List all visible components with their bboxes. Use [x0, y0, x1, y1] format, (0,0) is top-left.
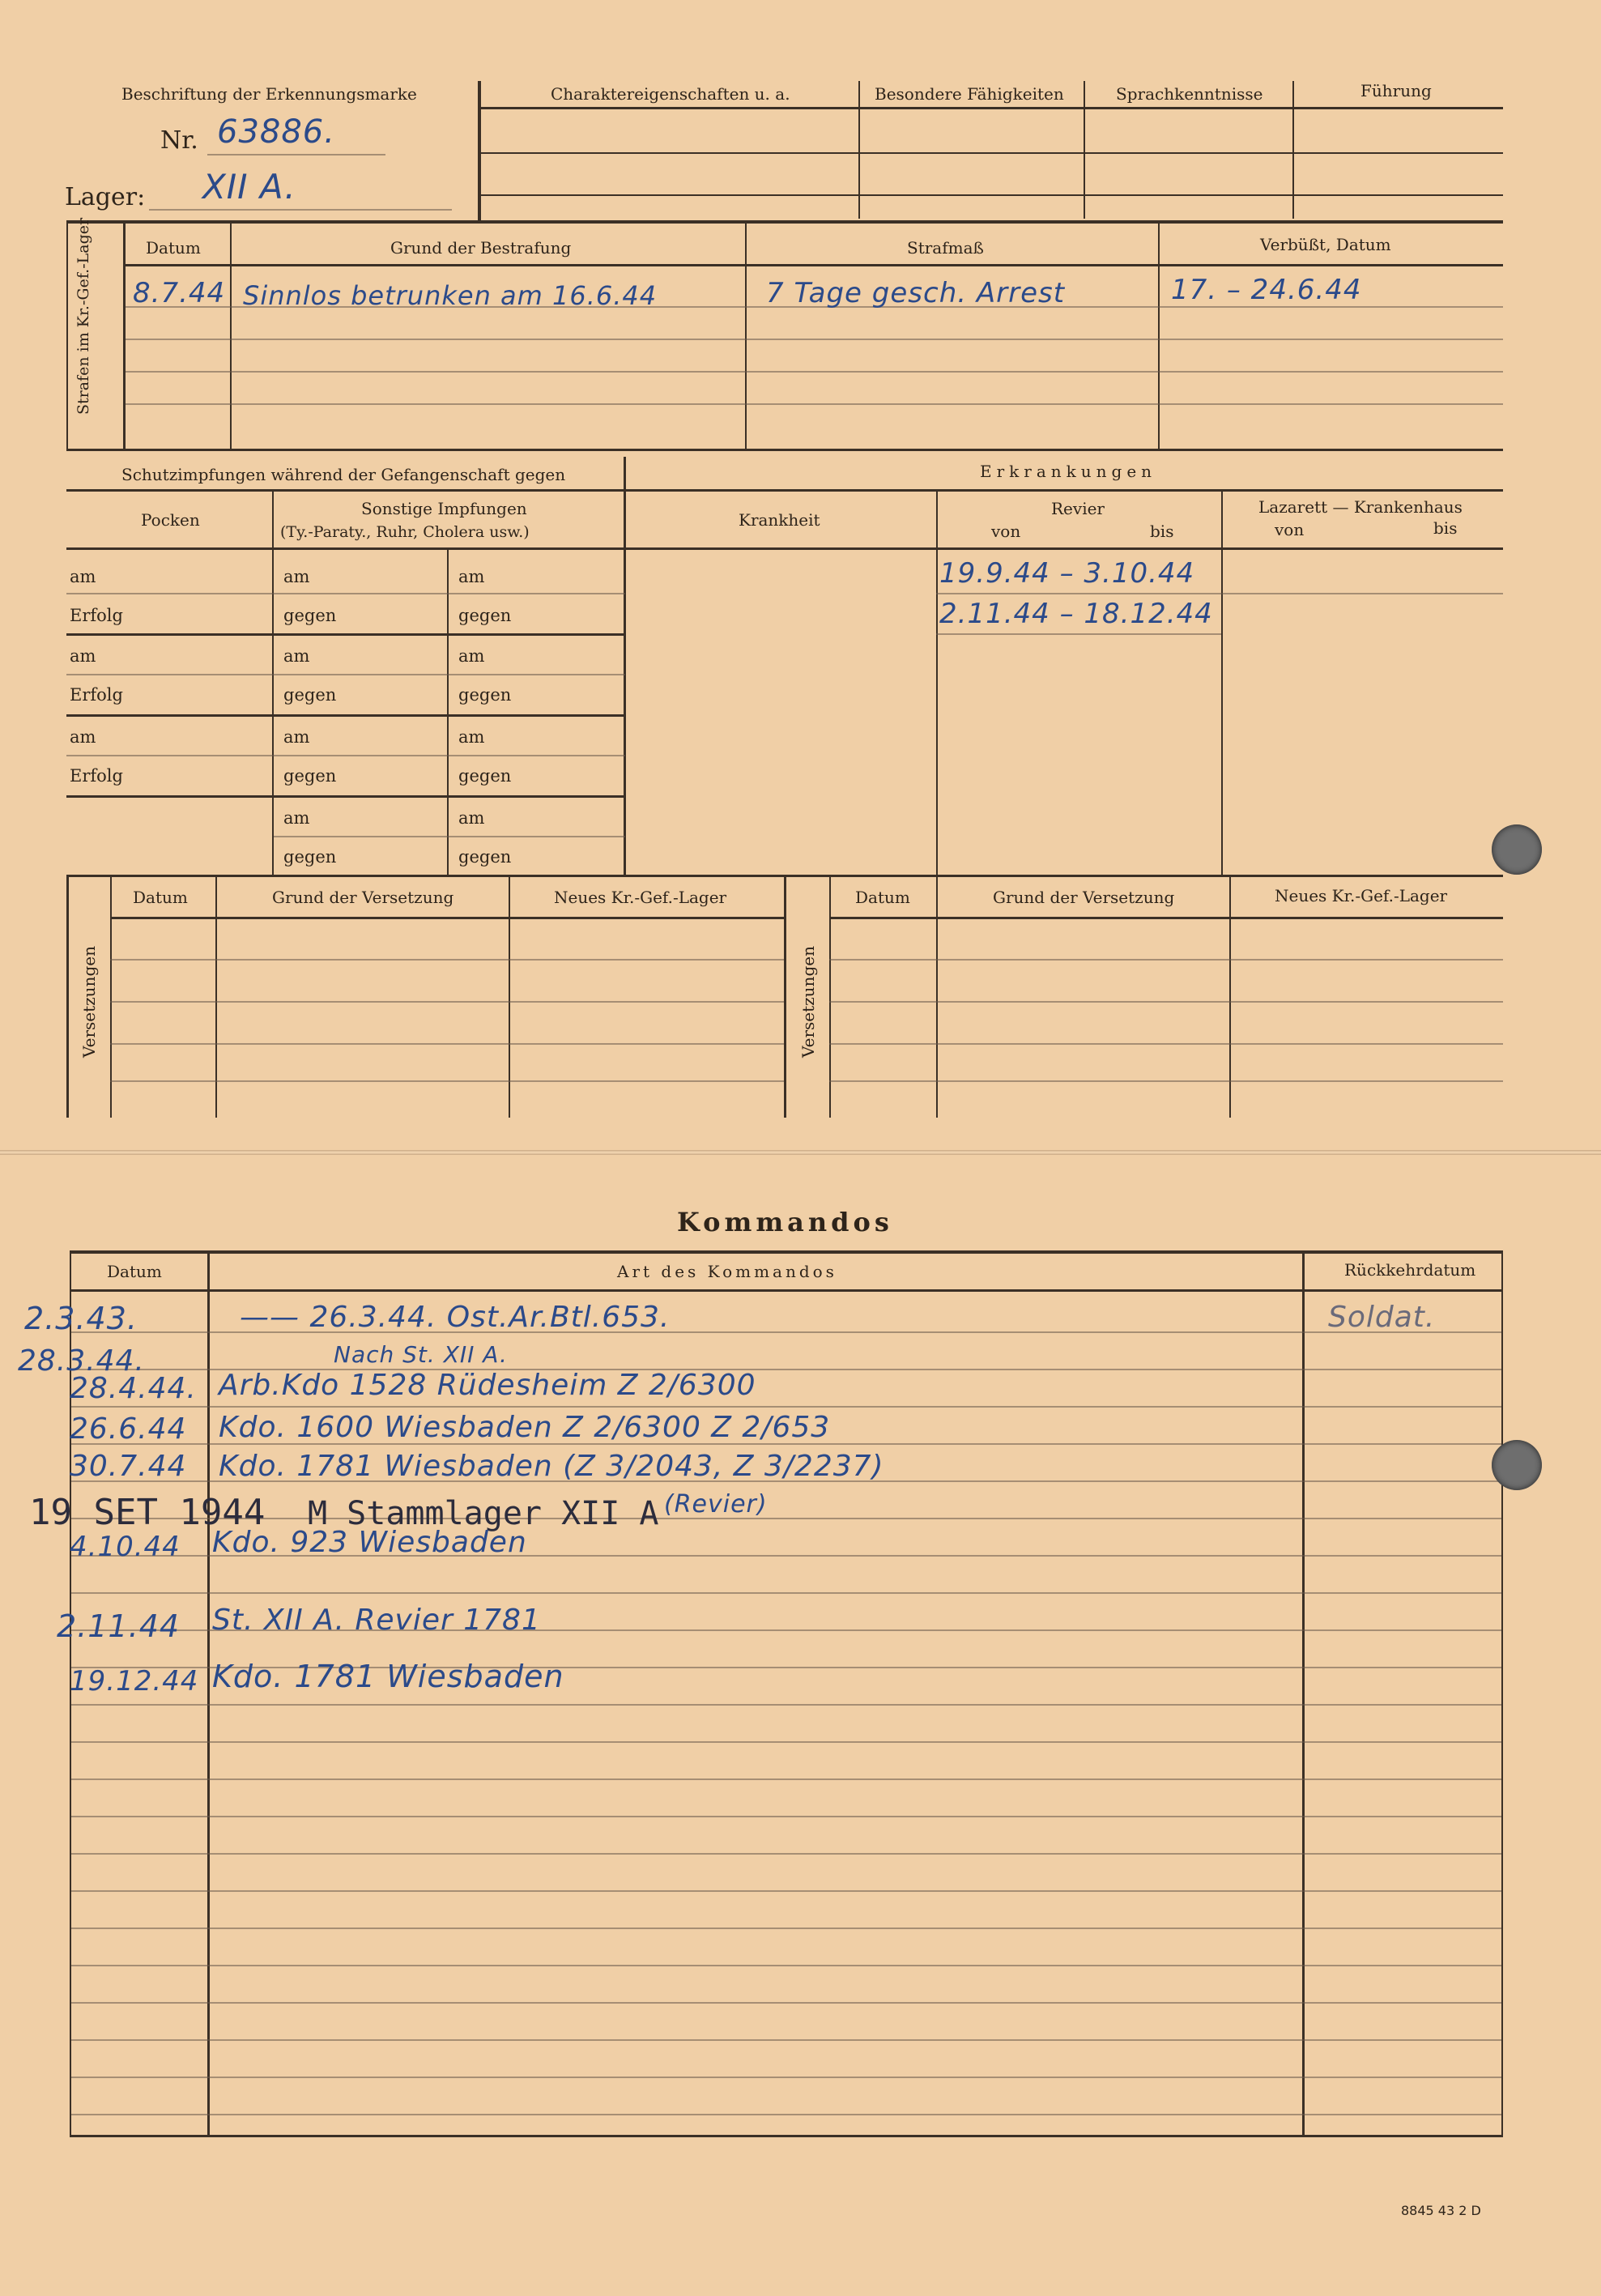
versetzung-right-lager: Neues Kr.-Gef.-Lager	[1275, 886, 1448, 905]
strafen-side-label: Strafen im Kr.-Gef.-Lager	[75, 217, 92, 415]
kommando-datum-8: 19.12.44	[70, 1665, 199, 1698]
revier-entry-2: 2.11.44 – 18.12.44	[939, 598, 1213, 630]
kommando-rule	[71, 1816, 1501, 1817]
versetzung-left-datum: Datum	[133, 888, 188, 907]
kommando-text-4: Kdo. 1600 Wiesbaden Z 2/6300 Z 2/653	[219, 1411, 831, 1444]
kommando-datum-1: 2.3.43.	[24, 1301, 138, 1336]
erkennungsmarke-label: Beschriftung der Erkennungsmarke	[121, 84, 417, 104]
kommando-datum-2: 28.3.44.	[18, 1344, 145, 1378]
pocken-am-2: am	[70, 646, 96, 666]
versetzung-left-grund: Grund der Versetzung	[272, 888, 454, 907]
punch-hole-upper	[1492, 824, 1542, 875]
revier-header: Revier	[1051, 499, 1105, 518]
strafe-datum: 8.7.44	[133, 277, 226, 309]
kommando-datum-3: 28.4.44.	[70, 1372, 197, 1405]
lazarett-von: von	[1275, 520, 1305, 539]
card-fold	[0, 1150, 1601, 1155]
kommando-rule	[71, 1704, 1501, 1706]
versetzung-left-lager: Neues Kr.-Gef.-Lager	[554, 888, 727, 907]
pocken-erfolg-1: Erfolg	[70, 606, 123, 625]
lazarett-header: Lazarett — Krankenhaus	[1258, 497, 1463, 517]
krankheit-header: Krankheit	[739, 510, 820, 530]
kommando-rule	[71, 1890, 1501, 1892]
kommando-rueckkehr-1: Soldat.	[1328, 1301, 1436, 1334]
versetzung-right-grund: Grund der Versetzung	[993, 888, 1175, 907]
form-number: 8845 43 2 D	[1401, 2203, 1481, 2218]
kommando-rule	[71, 1853, 1501, 1855]
sonstige-am-1a: am	[283, 567, 310, 586]
strafe-verbuesst: 17. – 24.6.44	[1171, 274, 1362, 306]
kommandos-header-art: Art des Kommandos	[617, 1262, 837, 1281]
sonstige-gegen-2b: gegen	[458, 685, 512, 705]
header-sprachkenntnisse: Sprachkenntnisse	[1116, 84, 1263, 104]
kommando-text-2: Nach St. XII A.	[334, 1341, 508, 1368]
strafen-header-datum: Datum	[146, 238, 201, 258]
sonstige-am-2b: am	[458, 646, 485, 666]
revier-entry-1: 19.9.44 – 3.10.44	[939, 557, 1195, 590]
strafen-header-grund: Grund der Bestrafung	[390, 238, 572, 258]
versetzungen-side-label-left: Versetzungen	[79, 946, 99, 1058]
strafe-grund: Sinnlos betrunken am 16.6.44	[243, 280, 658, 311]
kommando-datum-5: 30.7.44	[70, 1450, 187, 1483]
sonstige-am-4b: am	[458, 808, 485, 828]
kommando-datum-6: 4.10.44	[70, 1531, 181, 1563]
strafen-header-verbuesst: Verbüßt, Datum	[1260, 235, 1391, 254]
pocken-am-1: am	[70, 567, 96, 586]
pocken-am-3: am	[70, 727, 96, 747]
stamp-note: (Revier)	[664, 1490, 768, 1519]
kommando-datum-4: 26.6.44	[70, 1412, 187, 1446]
header-charaktereigenschaften: Charaktereigenschaften u. a.	[551, 84, 790, 104]
erkrankungen-title: Erkrankungen	[980, 462, 1157, 481]
kommando-rule	[71, 1928, 1501, 1929]
revier-bis: bis	[1150, 522, 1174, 541]
sonstige-am-1b: am	[458, 567, 485, 586]
impfungen-title: Schutzimpfungen während der Gefangenschaft gegen	[121, 465, 566, 484]
kommando-rule	[71, 2039, 1501, 2041]
sonstige-gegen-3a: gegen	[283, 766, 337, 786]
sonstige-gegen-1a: gegen	[283, 606, 337, 625]
kommando-rule	[71, 1778, 1501, 1780]
sonstige-gegen-1b: gegen	[458, 606, 512, 625]
pocken-erfolg-2: Erfolg	[70, 685, 123, 705]
sonstige-am-2a: am	[283, 646, 310, 666]
revier-von: von	[991, 522, 1021, 541]
kommando-rule	[71, 2077, 1501, 2078]
kommando-rule	[71, 1518, 1501, 1519]
versetzung-right-datum: Datum	[855, 888, 910, 907]
stamp-date: 19 SET 1944	[29, 1492, 266, 1533]
punch-hole-lower	[1492, 1440, 1542, 1490]
header-fuehrung: Führung	[1360, 81, 1432, 100]
pocken-erfolg-3: Erfolg	[70, 766, 123, 786]
stamp-text: M Stammlager XII A	[308, 1495, 659, 1532]
sonstige-am-3b: am	[458, 727, 485, 747]
sonstige-header-1: Sonstige Impfungen	[361, 499, 527, 518]
sonstige-am-3a: am	[283, 727, 310, 747]
lager-value: XII A.	[202, 167, 296, 207]
sonstige-am-4a: am	[283, 808, 310, 828]
sonstige-gegen-2a: gegen	[283, 685, 337, 705]
kommando-text-3: Arb.Kdo 1528 Rüdesheim Z 2/6300	[219, 1369, 756, 1402]
versetzungen-side-label-right: Versetzungen	[798, 946, 818, 1058]
sonstige-gegen-3b: gegen	[458, 766, 512, 786]
sonstige-gegen-4a: gegen	[283, 847, 337, 867]
kommando-datum-7: 2.11.44	[57, 1608, 181, 1644]
kommandos-header-datum: Datum	[107, 1262, 162, 1281]
kommando-rule	[71, 1965, 1501, 1966]
strafe-strafmass: 7 Tage gesch. Arrest	[766, 277, 1066, 309]
lager-label: Lager:	[65, 183, 146, 211]
kommandos-title: Kommandos	[677, 1207, 893, 1237]
kommando-rule	[71, 1741, 1501, 1743]
kommando-text-6: Kdo. 923 Wiesbaden	[212, 1526, 527, 1559]
kommando-text-7: St. XII A. Revier 1781	[212, 1604, 541, 1637]
kommando-text-5: Kdo. 1781 Wiesbaden (Z 3/2043, Z 3/2237)	[219, 1450, 884, 1483]
kommandos-header-rueckkehr: Rückkehrdatum	[1344, 1260, 1476, 1280]
sonstige-gegen-4b: gegen	[458, 847, 512, 867]
sonstige-header-2: (Ty.-Paraty., Ruhr, Cholera usw.)	[280, 523, 530, 541]
kommando-text-1: —— 26.3.44. Ost.Ar.Btl.653.	[240, 1301, 671, 1334]
nr-value: 63886.	[217, 113, 335, 151]
strafen-header-strafmass: Strafmaß	[907, 238, 984, 258]
kommando-rule	[71, 1592, 1501, 1594]
header-besondere-faehigkeiten: Besondere Fähigkeiten	[875, 84, 1064, 104]
lazarett-bis: bis	[1433, 518, 1458, 538]
kommando-text-8: Kdo. 1781 Wiesbaden	[212, 1659, 564, 1694]
pocken-header: Pocken	[141, 510, 200, 530]
kommando-rule	[71, 2114, 1501, 2115]
kommando-rule	[71, 2002, 1501, 2004]
nr-label: Nr.	[160, 126, 198, 155]
kommando-rule	[71, 1406, 1501, 1408]
